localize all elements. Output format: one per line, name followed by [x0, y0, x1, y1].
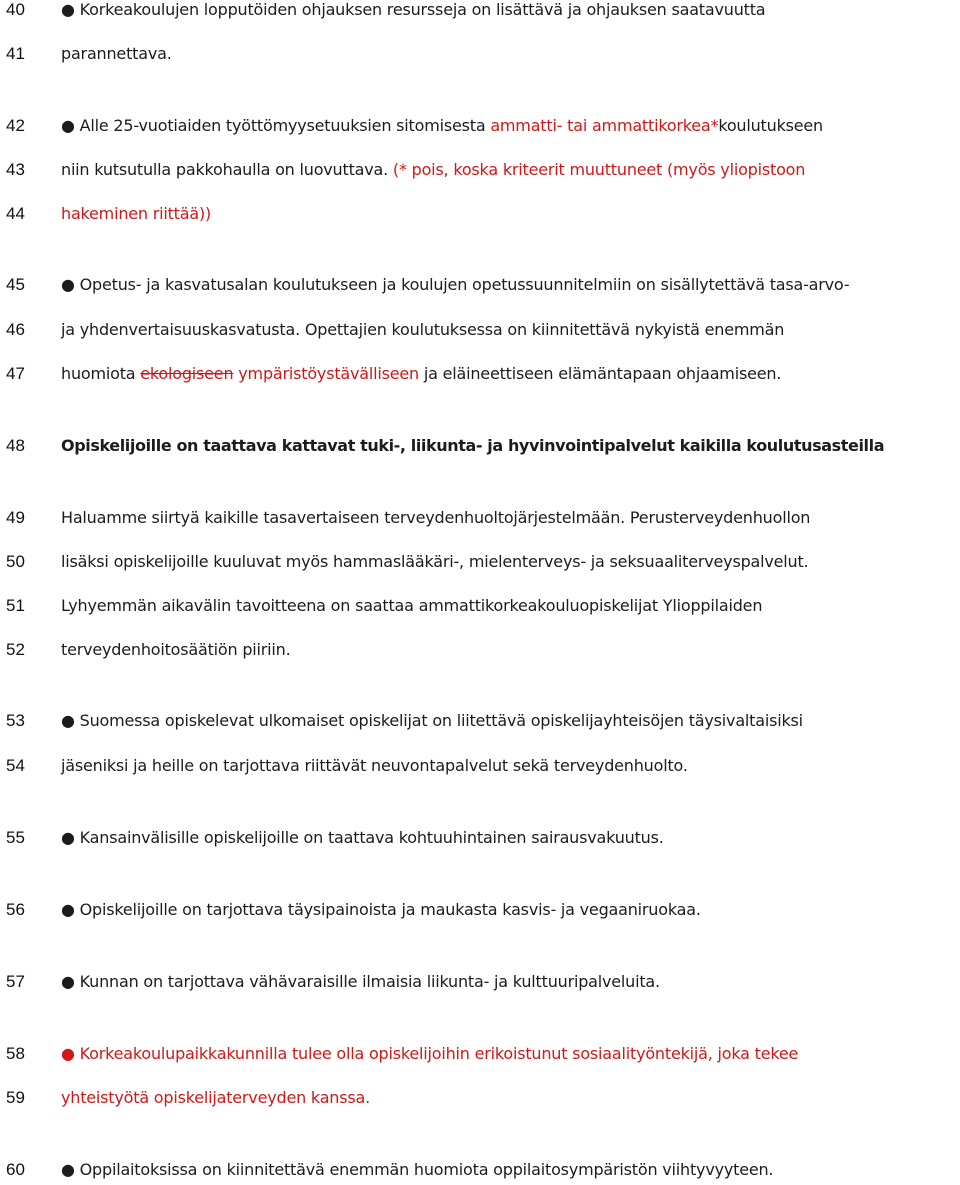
text-run: ja eläineettiseen elämäntapaan ohjaamiseen.: [419, 364, 782, 383]
line-number: 57: [6, 972, 25, 991]
comment-text: (* pois, koska kriteerit muuttuneet (myös yliopistoon: [392, 160, 806, 179]
line-number: 59: [6, 1088, 25, 1107]
inserted-text: ● Korkeakoulupaikkakunnilla tulee olla opiskelijoihin erikoistunut sosiaalityöntekijä, joka tekee: [61, 1044, 799, 1063]
text-line: ● Suomessa opiskelevat ulkomaiset opiskelijat on liitettävä opiskelijayhteisöjen täysivaltaisiksi: [61, 711, 803, 730]
text-line: ● Opiskelijoille on tarjottava täysipainoista ja maukasta kasvis- ja vegaaniruokaa.: [61, 900, 701, 919]
text-line: Lyhyemmän aikavälin tavoitteena on saattaa ammattikorkeakouluopiskelijat Ylioppilaiden: [61, 596, 763, 615]
line-number: 53: [6, 711, 25, 730]
text-line: [61, 364, 956, 384]
deleted-text: ekologiseen: [140, 364, 234, 383]
comment-text: hakeminen riittää)): [61, 204, 212, 223]
inserted-text: ammatti- tai ammattikorkea*: [490, 116, 719, 135]
line-number: 43: [6, 160, 25, 179]
line-number: 52: [6, 640, 25, 659]
text-line: lisäksi opiskelijoille kuuluvat myös hammaslääkäri-, mielenterveys- ja seksuaaliterveyspalvelut.: [61, 552, 809, 571]
text-line: ● Opetus- ja kasvatusalan koulutukseen ja koulujen opetussuunnitelmiin on sisällytettävä tasa-arvo-: [61, 275, 850, 294]
text-line: [61, 160, 956, 180]
text-line: jäseniksi ja heille on tarjottava riittävät neuvontapalvelut sekä terveydenhuolto.: [61, 756, 688, 775]
text-run: niin kutsutulla pakkohaulla on luovuttava.: [61, 160, 393, 179]
inserted-text: ympäristöystävälliseen: [233, 364, 419, 383]
text-line: parannettava.: [61, 44, 172, 63]
text-line: Haluamme siirtyä kaikille tasavertaiseen terveydenhuoltojärjestelmään. Perusterveydenhuollon: [61, 508, 811, 527]
text-run: koulutukseen: [718, 116, 823, 135]
line-number: 60: [6, 1160, 25, 1179]
line-number: 46: [6, 320, 25, 339]
text-run: huomiota: [61, 364, 141, 383]
line-number: 48: [6, 436, 25, 455]
line-number: 44: [6, 204, 25, 223]
text-line: ● Korkeakoulujen lopputöiden ohjauksen resursseja on lisättävä ja ohjauksen saatavuutta: [61, 0, 766, 19]
line-number: 49: [6, 508, 25, 527]
line-number: 41: [6, 44, 25, 63]
section-heading: Opiskelijoille on taattava kattavat tuki-, liikunta- ja hyvinvointipalvelut kaikilla koulutusasteilla: [61, 436, 885, 455]
line-number: 54: [6, 756, 25, 775]
inserted-text: yhteistyötä opiskelijaterveyden kanssa.: [61, 1088, 371, 1107]
line-number: 45: [6, 275, 25, 294]
line-number: 58: [6, 1044, 25, 1063]
line-number: 55: [6, 828, 25, 847]
line-number: 40: [6, 0, 25, 19]
line-number: 50: [6, 552, 25, 571]
text-line: ● Oppilaitoksissa on kiinnitettävä enemmän huomiota oppilaitosympäristön viihtyvyyteen.: [61, 1160, 774, 1179]
text-line: terveydenhoitosäätiön piiriin.: [61, 640, 291, 659]
text-line: ja yhdenvertaisuuskasvatusta. Opettajien koulutuksessa on kiinnitettävä nykyistä enemmän: [61, 320, 785, 339]
text-line: ● Kunnan on tarjottava vähävaraisille ilmaisia liikunta- ja kulttuuripalveluita.: [61, 972, 660, 991]
line-number: 51: [6, 596, 25, 615]
text-line: [61, 116, 956, 136]
line-number: 47: [6, 364, 25, 383]
line-number: 56: [6, 900, 25, 919]
text-run: ● Alle 25-vuotiaiden työttömyysetuuksien sitomisesta: [61, 116, 491, 135]
line-number: 42: [6, 116, 25, 135]
text-line: ● Kansainvälisille opiskelijoille on taattava kohtuuhintainen sairausvakuutus.: [61, 828, 664, 847]
